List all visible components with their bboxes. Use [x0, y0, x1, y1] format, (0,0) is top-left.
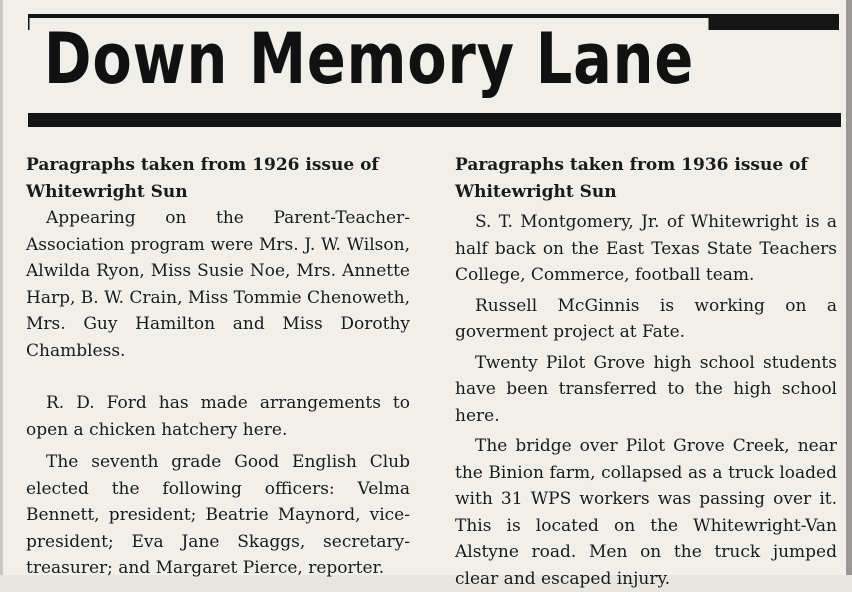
- paragraph-bridge-collapse: The bridge over Pilot Grove Creek, near the Binion farm, collapsed as a truck loaded with 31 WPS workers was passing over it. This is located on the Whitewright-Van Alstyne road. Men on the truck jumped clear and escaped injury.: [455, 436, 837, 589]
- paragraph-pta-program: Appearing on the Parent-Teacher-Association program were Mrs. J. W. Wilson, Alwilda Ryon, Miss Susie Noe, Mrs. Annette Harp, B. W. Crain, Miss Tommie Chenoweth, Mrs. Guy Hamilton and Miss Dorothy Chambless.: [26, 208, 410, 361]
- right-column-1936: [455, 152, 837, 592]
- paragraph-montgomery: S. T. Montgomery, Jr. of Whitewright is a half back on the East Texas State Teachers College, Commerce, football team.: [455, 212, 837, 285]
- page-edge-right: [846, 0, 852, 575]
- paragraph-chicken-hatchery: R. D. Ford has made arrangements to open a chicken hatchery here.: [26, 393, 410, 440]
- paragraph-pilot-grove-students: Twenty Pilot Grove high school students have been transferred to the high school here.: [455, 352, 837, 426]
- left-column-1926: [26, 152, 410, 582]
- column-kicker: Paragraphs taken from 1926 issue of Whitewright Sun: [26, 155, 379, 202]
- paragraph-mcginnis: Russell McGinnis is working on a goverment project at Fate.: [455, 295, 837, 342]
- column-kicker: Paragraphs taken from 1936 issue of Whitewright Sun: [455, 155, 808, 202]
- headline: [0, 14, 738, 104]
- paragraph-english-club: The seventh grade Good English Club elected the following officers: Velma Bennett, president; Beatrie Maynord, vice-president; Eva Jane Skaggs, secretary-treasurer; and Margaret Pierce, reporter.: [26, 452, 410, 578]
- bottom-rule: [28, 113, 841, 127]
- headline-text: Down Memory Lane: [29, 18, 709, 100]
